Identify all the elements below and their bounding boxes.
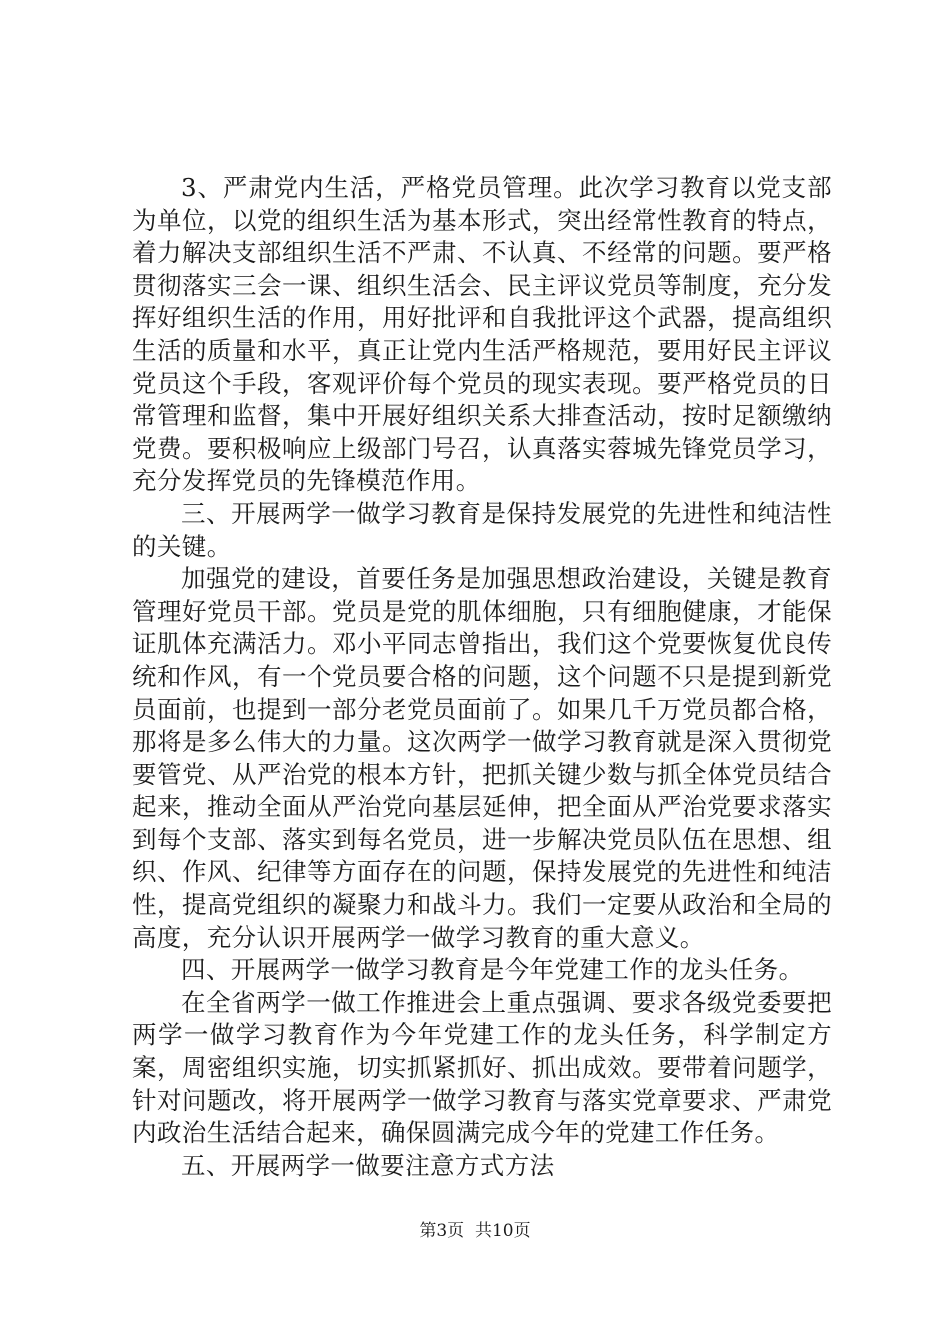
heading-section-five: 五、开展两学一做要注意方式方法 [181, 1150, 555, 1180]
page-number-label: 第3页 共10页 [419, 1221, 531, 1241]
paragraph-party-building: 加强党的建设，首要任务是加强思想政治建设，关键是教育管理好党员干部。党员是党的肌体细胞，只有细胞健康，才能保证肌体充满活力。邓小平同志曾指出，我们这个党要恢复优良传统和作风，有一个党员要合格的问题，这个问题不只是提到新党员面前，也提到一部分老党员面前了。如果几千万党员都合格，那将是多么伟大的力量。这次两学一做学习教育就是深入贯彻党要管党、从严治党的根本方针，把抓关键少数与抓全体党员结合起来，推动全面从严治党向基层延伸，把全面从严治党要求落实到每个支部、落实到每名党员，进一步解决党员队伍在思想、组织、作风、纪律等方面存在的问题，保持发展党的先进性和纯洁性，提高党组织的凝聚力和战斗力。我们一定要从政治和全局的高度，充分认识开展两学一做学习教育的重大意义。 [132, 564, 832, 952]
page-footer [0, 1216, 950, 1241]
paragraph-provincial-meeting: 在全省两学一做工作推进会上重点强调、要求各级党委要把两学一做学习教育作为今年党建工作的龙头任务，科学制定方案，周密组织实施，切实抓紧抓好、抓出成效。要带着问题学，针对问题改，将开展两学一做学习教育与落实党章要求、严肃党内政治生活结合起来，确保圆满完成今年的党建工作任务。 [132, 987, 832, 1148]
heading-section-four: 四、开展两学一做学习教育是今年党建工作的龙头任务。 [181, 955, 804, 985]
paragraph-strict-party-life: 3、严肃党内生活，严格党员管理。此次学习教育以党支部为单位，以党的组织生活为基本形式，突出经常性教育的特点，着力解决支部组织生活不严肃、不认真、不经常的问题。要严格贯彻落实三会一课、组织生活会、民主评议党员等制度，充分发挥好组织生活的作用，用好批评和自我批评这个武器，提高组织生活的质量和水平，真正让党内生活严格规范，要用好民主评议党员这个手段，客观评价每个党员的现实表现。要严格党员的日常管理和监督，集中开展好组织关系大排查活动，按时足额缴纳党费。要积极响应上级部门号召，认真落实蓉城先锋党员学习，充分发挥党员的先锋模范作用。 [132, 173, 832, 496]
heading-section-three: 三、开展两学一做学习教育是保持发展党的先进性和纯洁性的关键。 [132, 498, 832, 561]
document-body [132, 172, 832, 1182]
